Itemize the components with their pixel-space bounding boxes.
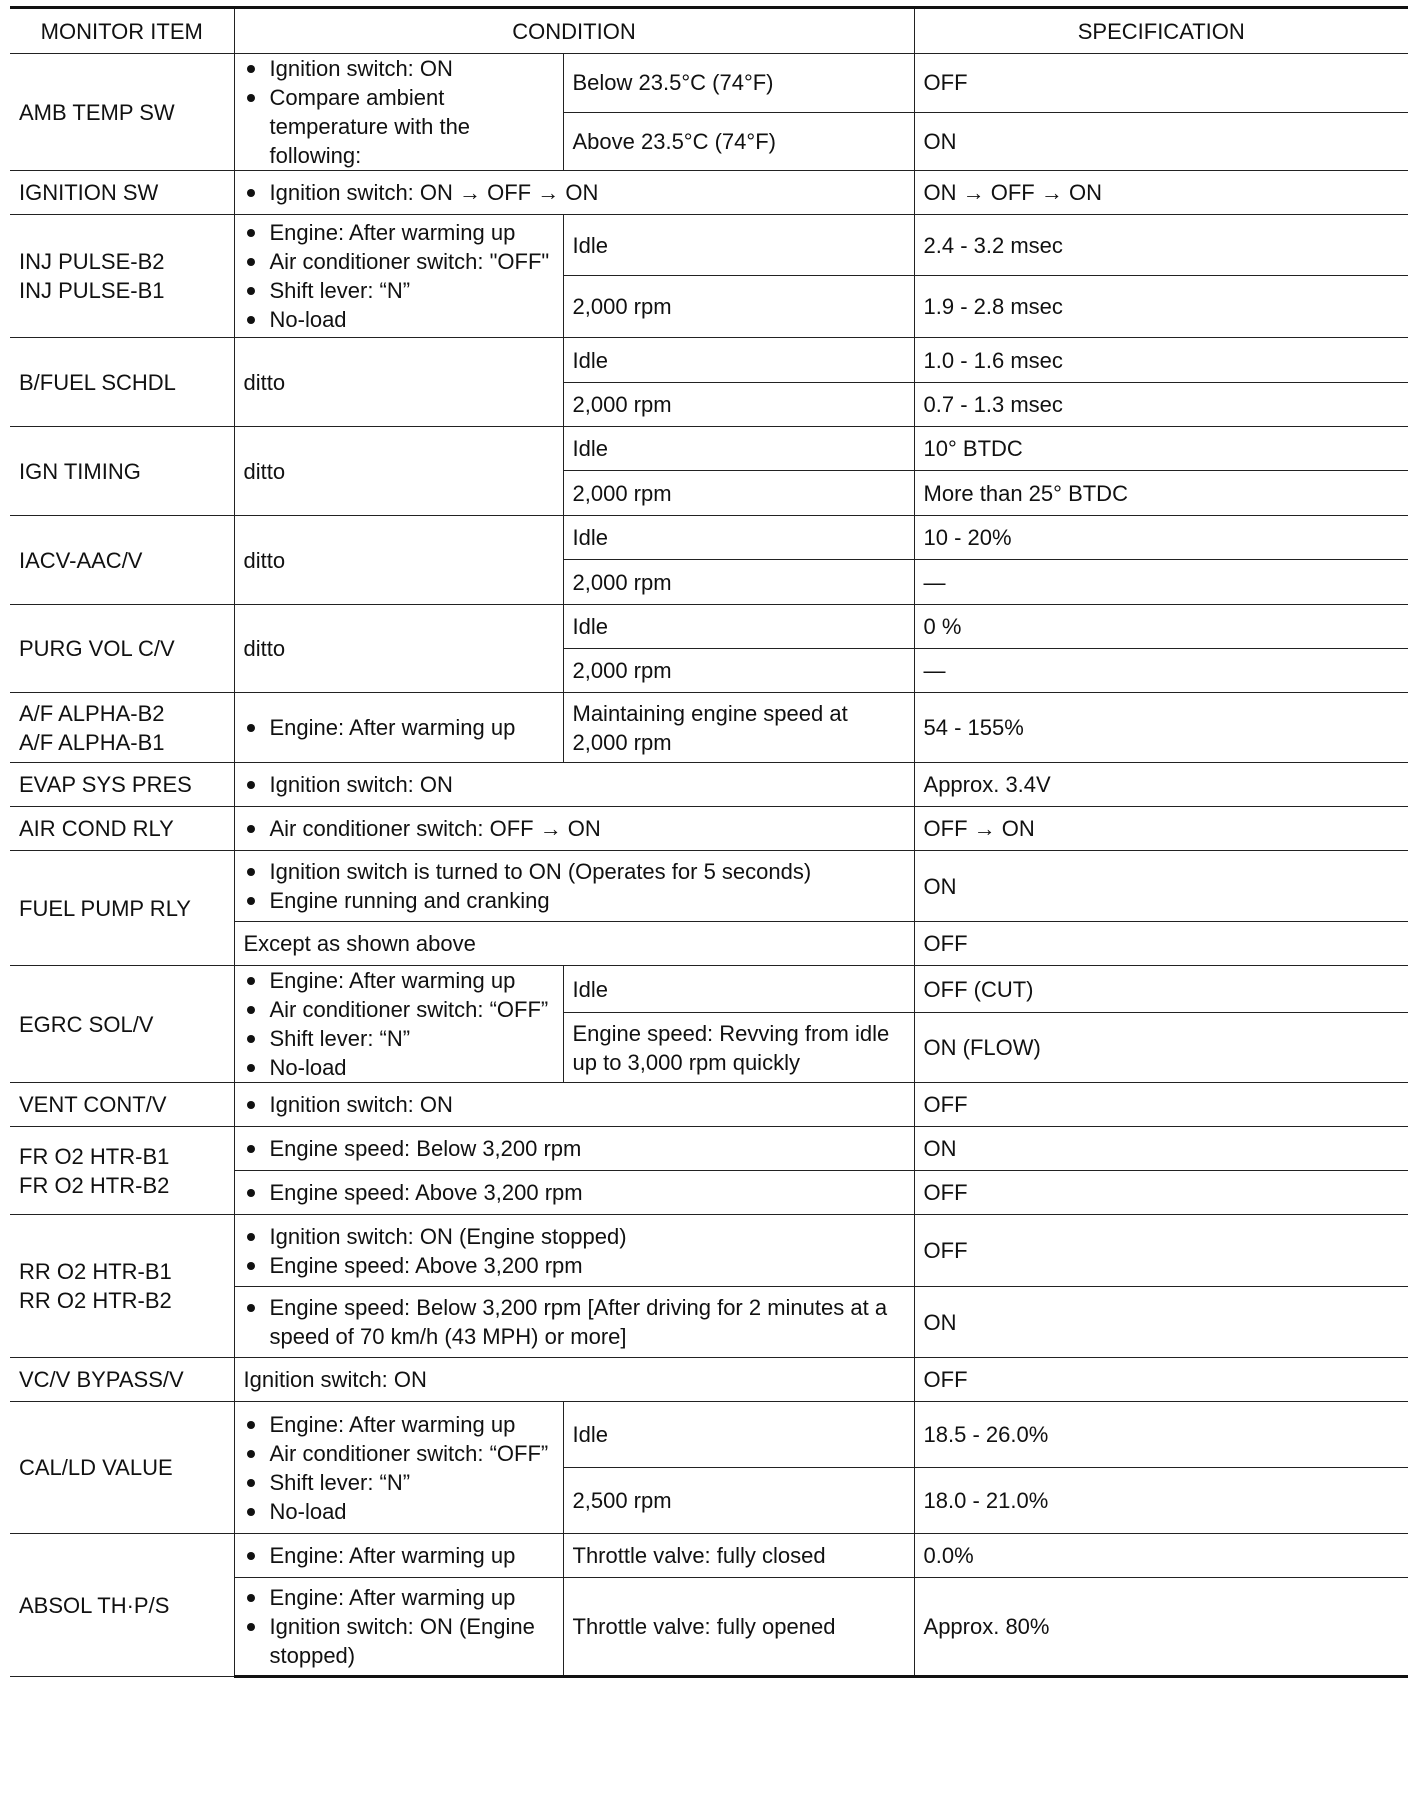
- sub-condition: Below 23.5°C (74°F): [563, 54, 914, 113]
- monitor-item: AMB TEMP SW: [10, 54, 234, 171]
- specification-value: 2.4 - 3.2 msec: [914, 215, 1408, 276]
- condition-cell: [234, 171, 914, 215]
- condition-ditto: ditto: [234, 605, 563, 693]
- condition-bullet: Air conditioner switch: "OFF": [244, 247, 554, 276]
- condition-bullet: Ignition switch: ON: [244, 1090, 905, 1119]
- table-row: [10, 966, 1408, 1013]
- monitor-item-line: FR O2 HTR-B1: [19, 1143, 170, 1169]
- specification-value: OFF: [914, 1358, 1408, 1402]
- condition-cell: [234, 1083, 914, 1127]
- condition-bullet: Shift lever: “N”: [244, 1024, 554, 1053]
- specification-value: OFF → ON: [914, 807, 1408, 851]
- condition-bullet: Engine: After warming up: [244, 1583, 554, 1612]
- condition-cell: [234, 1402, 563, 1534]
- condition-bullet: Air conditioner switch: “OFF”: [244, 1439, 554, 1468]
- sub-condition: Idle: [563, 516, 914, 560]
- specification-value: 10 - 20%: [914, 516, 1408, 560]
- table-row: [10, 1127, 1408, 1171]
- condition-bullet: Ignition switch is turned to ON (Operates for 5 seconds): [244, 857, 905, 886]
- sub-condition: Idle: [563, 427, 914, 471]
- condition-cell: [234, 1287, 914, 1358]
- condition-cell: [234, 54, 563, 171]
- condition-ditto: ditto: [234, 338, 563, 427]
- condition-bullet: Shift lever: “N”: [244, 1468, 554, 1497]
- specification-value: ON (FLOW): [914, 1013, 1408, 1083]
- sub-condition: Above 23.5°C (74°F): [563, 112, 914, 171]
- condition-bullet: Engine: After warming up: [244, 966, 554, 995]
- table-row: [10, 851, 1408, 922]
- specification-value: 10° BTDC: [914, 427, 1408, 471]
- specification-value: OFF: [914, 922, 1408, 966]
- condition-bullet: Ignition switch: ON → OFF → ON: [244, 178, 905, 207]
- sub-condition: Throttle valve: fully opened: [563, 1578, 914, 1677]
- monitor-item: B/FUEL SCHDL: [10, 338, 234, 427]
- specification-value: ON: [914, 1287, 1408, 1358]
- specification-value: ON → OFF → ON: [914, 171, 1408, 215]
- specification-value: More than 25° BTDC: [914, 471, 1408, 516]
- condition-bullet: Engine: After warming up: [244, 1541, 554, 1570]
- sub-condition: 2,500 rpm: [563, 1468, 914, 1534]
- condition-bullet: Engine running and cranking: [244, 886, 905, 915]
- monitor-item: [10, 215, 234, 338]
- monitor-item: EGRC SOL/V: [10, 966, 234, 1083]
- condition-cell: [234, 807, 914, 851]
- condition-cell: Ignition switch: ON: [234, 1358, 914, 1402]
- monitor-item-line: INJ PULSE-B1: [19, 278, 165, 303]
- condition-bullet: Ignition switch: ON (Engine stopped): [244, 1222, 905, 1251]
- monitor-item-line: A/F ALPHA-B2: [19, 700, 165, 726]
- monitor-item: [10, 693, 234, 763]
- condition-bullet: Engine speed: Below 3,200 rpm [After driving for 2 minutes at a speed of 70 km/h (43 MPH) or more]: [244, 1293, 905, 1351]
- monitor-item: IACV-AAC/V: [10, 516, 234, 605]
- specification-value: OFF: [914, 54, 1408, 113]
- table-row: [10, 763, 1408, 807]
- sub-condition: Engine speed: Revving from idle up to 3,000 rpm quickly: [563, 1013, 914, 1083]
- specification-value: 54 - 155%: [914, 693, 1408, 763]
- condition-bullet: Engine speed: Above 3,200 rpm: [244, 1178, 905, 1207]
- sub-condition: Idle: [563, 215, 914, 276]
- table-row: [10, 1402, 1408, 1468]
- condition-cell: [234, 851, 914, 922]
- condition-cell: [234, 1127, 914, 1171]
- specification-value: OFF: [914, 1171, 1408, 1215]
- condition-bullet: Engine: After warming up: [244, 1410, 554, 1439]
- sub-condition: 2,000 rpm: [563, 560, 914, 605]
- condition-bullet: Engine speed: Above 3,200 rpm: [244, 1251, 905, 1280]
- specification-value: ON: [914, 851, 1408, 922]
- condition-bullet: Ignition switch: ON: [244, 54, 554, 83]
- monitor-item-line: INJ PULSE-B2: [19, 249, 165, 274]
- table-row: [10, 1534, 1408, 1578]
- condition-cell: [234, 763, 914, 807]
- condition-bullet: No-load: [244, 1497, 554, 1526]
- monitor-spec-table: [10, 6, 1408, 1678]
- condition-bullet: Engine: After warming up: [244, 218, 554, 247]
- specification-value: ON: [914, 112, 1408, 171]
- monitor-item-line: FR O2 HTR-B2: [19, 1172, 170, 1198]
- table-row: [10, 215, 1408, 276]
- monitor-item: PURG VOL C/V: [10, 605, 234, 693]
- specification-value: 18.0 - 21.0%: [914, 1468, 1408, 1534]
- monitor-item: IGNITION SW: [10, 171, 234, 215]
- sub-condition: 2,000 rpm: [563, 471, 914, 516]
- monitor-item: CAL/LD VALUE: [10, 1402, 234, 1534]
- condition-bullet: Air conditioner switch: OFF → ON: [244, 814, 905, 843]
- monitor-item: [10, 1215, 234, 1358]
- condition-ditto: ditto: [234, 516, 563, 605]
- monitor-item: VENT CONT/V: [10, 1083, 234, 1127]
- specification-value: 0.0%: [914, 1534, 1408, 1578]
- monitor-item: [10, 1127, 234, 1215]
- monitor-item: FUEL PUMP RLY: [10, 851, 234, 966]
- sub-condition: Maintaining engine speed at 2,000 rpm: [563, 693, 914, 763]
- sub-condition: Idle: [563, 338, 914, 383]
- specification-value: Approx. 3.4V: [914, 763, 1408, 807]
- sub-condition: 2,000 rpm: [563, 649, 914, 693]
- specification-value: 1.0 - 1.6 msec: [914, 338, 1408, 383]
- condition-cell: [234, 1171, 914, 1215]
- condition-cell: [234, 1215, 914, 1287]
- table-row: [10, 605, 1408, 649]
- condition-bullet: Ignition switch: ON: [244, 770, 905, 799]
- condition-cell: [234, 215, 563, 338]
- monitor-item: IGN TIMING: [10, 427, 234, 516]
- table-row: [10, 693, 1408, 763]
- header-specification: SPECIFICATION: [914, 8, 1408, 54]
- condition-cell: [234, 693, 563, 763]
- table-row: [10, 171, 1408, 215]
- specification-value: 1.9 - 2.8 msec: [914, 276, 1408, 338]
- monitor-item: VC/V BYPASS/V: [10, 1358, 234, 1402]
- specification-value: 0.7 - 1.3 msec: [914, 383, 1408, 427]
- sub-condition: Idle: [563, 966, 914, 1013]
- table-row: [10, 1358, 1408, 1402]
- monitor-item: EVAP SYS PRES: [10, 763, 234, 807]
- condition-bullet: Shift lever: “N”: [244, 276, 554, 305]
- sub-condition: Idle: [563, 605, 914, 649]
- table-row: [10, 516, 1408, 560]
- header-monitor-item: MONITOR ITEM: [10, 8, 234, 54]
- monitor-item-line: RR O2 HTR-B2: [19, 1288, 172, 1313]
- specification-value: OFF: [914, 1215, 1408, 1287]
- table-row: [10, 1215, 1408, 1287]
- monitor-item-line: RR O2 HTR-B1: [19, 1259, 172, 1284]
- condition-cell: [234, 1578, 563, 1677]
- specification-value: —: [914, 560, 1408, 605]
- table-row: [10, 338, 1408, 383]
- specification-value: 18.5 - 26.0%: [914, 1402, 1408, 1468]
- condition-bullet: Engine: After warming up: [244, 713, 554, 742]
- table-header-row: [10, 8, 1408, 54]
- monitor-item: ABSOL TH·P/S: [10, 1534, 234, 1677]
- specification-value: Approx. 80%: [914, 1578, 1408, 1677]
- table-row: [10, 427, 1408, 471]
- specification-value: 0 %: [914, 605, 1408, 649]
- table-row: [10, 1083, 1408, 1127]
- specification-value: ON: [914, 1127, 1408, 1171]
- sub-condition: Throttle valve: fully closed: [563, 1534, 914, 1578]
- condition-bullet: Air conditioner switch: “OFF”: [244, 995, 554, 1024]
- header-condition: CONDITION: [234, 8, 914, 54]
- monitor-item-line: A/F ALPHA-B1: [19, 729, 165, 755]
- sub-condition: 2,000 rpm: [563, 383, 914, 427]
- specification-value: —: [914, 649, 1408, 693]
- sub-condition: 2,000 rpm: [563, 276, 914, 338]
- condition-bullet: No-load: [244, 305, 554, 334]
- condition-cell: Except as shown above: [234, 922, 914, 966]
- condition-ditto: ditto: [234, 427, 563, 516]
- specification-value: OFF: [914, 1083, 1408, 1127]
- table-row: [10, 807, 1408, 851]
- condition-cell: [234, 966, 563, 1083]
- monitor-item: AIR COND RLY: [10, 807, 234, 851]
- condition-bullet: Compare ambient temperature with the following:: [244, 83, 554, 170]
- condition-bullet: No-load: [244, 1053, 554, 1082]
- condition-cell: [234, 1534, 563, 1578]
- condition-bullet: Ignition switch: ON (Engine stopped): [244, 1612, 554, 1670]
- sub-condition: Idle: [563, 1402, 914, 1468]
- condition-bullet: Engine speed: Below 3,200 rpm: [244, 1134, 905, 1163]
- table-row: [10, 54, 1408, 113]
- specification-value: OFF (CUT): [914, 966, 1408, 1013]
